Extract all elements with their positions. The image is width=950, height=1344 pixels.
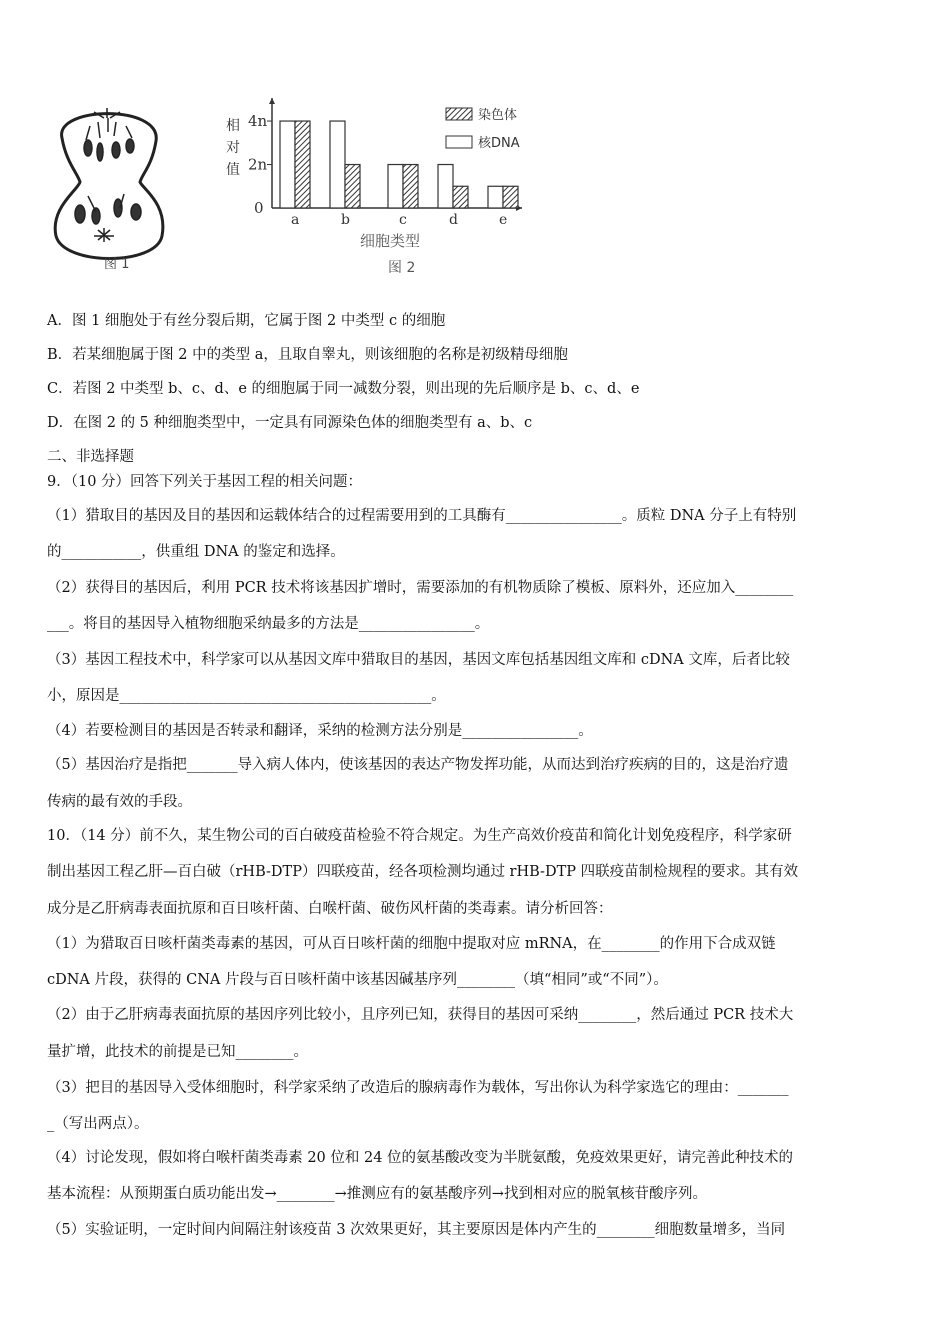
figure1-cell-diagram [44,96,174,276]
y-axis-label-char: 对 [226,140,240,156]
q9-line-7: （4）若要检测目的基因是否转录和翻译，采纳的检测方法分别是________________。 [47,723,593,739]
q9-line-4: ___。将目的基因导入植物细胞采纳最多的方法是________________。 [47,616,490,632]
q9-line-1: （1）猎取目的基因及目的基因和运载体结合的过程需要用到的工具酶有________________。质粒 DNA 分子上有特别 [47,508,797,524]
bar-dna-e [488,186,503,208]
option-c: C．若图 2 中类型 b、c、d、e 的细胞属于同一减数分裂，则出现的先后顺序是 b、c、d、e [47,381,640,397]
q10-line-12: （5）实验证明，一定时间内间隔注射该疫苗 3 次效果更好，其主要原因是体内产生的________细胞数量增多，当同 [47,1222,786,1238]
q9-line-9: 传病的最有效的手段。 [47,794,192,810]
q10-line-2: 制出基因工程乙肝—百白破（rHB-DTP）四联疫苗，经各项检测均通过 rHB-DTP 四联疫苗制检规程的要求。其有效 [47,864,799,880]
x-tick-label: e [499,212,508,228]
bar-dna-d [438,165,453,208]
x-tick-label: c [399,212,407,228]
q9-stem: 9．（10 分）回答下列关于基因工程的相关问题： [47,474,363,490]
q10-line-7: 量扩增，此技术的前提是已知________。 [47,1044,308,1060]
bar-chromosome-a [295,121,310,208]
bar-chromosome-c [403,165,418,208]
bar-dna-a [280,121,295,208]
option-d: D．在图 2 的 5 种细胞类型中，一定具有同源染色体的细胞类型有 a、b、c [47,415,533,431]
bar-dna-c [388,165,403,208]
legend-label-dna: 核DNA [478,136,520,151]
q9-line-2: 的___________，供重组 DNA 的鉴定和选择。 [47,544,345,560]
bar-chromosome-e [503,186,518,208]
q10-line-6: （2）由于乙肝病毒表面抗原的基因序列比较小，且序列已知，获得目的基因可采纳________，然后通过 PCR 技术大 [47,1007,794,1023]
option-b: B．若某细胞属于图 2 中的类型 a，且取自睾丸，则该细胞的名称是初级精母细胞 [47,347,568,363]
legend-swatch-chromosome [446,108,472,120]
section-title: 二、非选择题 [47,449,134,465]
y-axis-label-char: 相 [226,118,240,134]
q10-line-1: 10．（14 分）前不久，某生物公司的百白破疫苗检验不符合规定。为生产高效价疫苗和简化计划免疫程序，科学家研 [47,828,792,844]
q9-line-3: （2）获得目的基因后，利用 PCR 技术将该基因扩增时，需要添加的有机物质除了模板、原料外，还应加入________ [47,580,794,596]
x-axis-label: 细胞类型 [360,232,421,250]
q9-line-5: （3）基因工程技术中，科学家可以从基因文库中猎取目的基因，基因文库包括基因组文库和 cDNA 文库，后者比较 [47,652,790,668]
y-axis-arrow [269,98,275,104]
q9-line-6: 小，原因是___________________________________________。 [47,688,446,704]
bar-chromosome-d [453,186,468,208]
option-a: A．图 1 细胞处于有丝分裂后期，它属于图 2 中类型 c 的细胞 [47,313,446,329]
q10-line-10: （4）讨论发现，假如将白喉杆菌类毒素 20 位和 24 位的氨基酸改变为半胱氨酸，免疫效果更好，请完善此种技术的 [47,1150,794,1166]
figure2-caption: 图 2 [388,260,416,276]
y-axis-label-char: 值 [226,162,240,178]
legend-swatch-dna [446,136,472,148]
figure2-bar-chart [174,96,544,286]
q10-line-3: 成分是乙肝病毒表面抗原和百日咳杆菌、白喉杆菌、破伤风杆菌的类毒素。请分析回答： [47,901,613,917]
bar-chromosome-b [345,165,360,208]
q10-line-11: 基本流程：从预期蛋白质功能出发→________→推测应有的氨基酸序列→找到相对应的脱氧核苷酸序列。 [47,1186,707,1202]
y-tick-label: 2n [248,155,268,174]
bar-dna-b [330,121,345,208]
y-tick-label: 4n [248,112,268,131]
q10-line-5: cDNA 片段，获得的 CNA 片段与百日咳杆菌中该基因碱基序列________（填“相同”或“不同”）。 [47,972,668,988]
legend-label-chromosome: 染色体 [478,108,518,123]
q10-line-4: （1）为猎取百日咳杆菌类毒素的基因，可从百日咳杆菌的细胞中提取对应 mRNA，在________的作用下合成双链 [47,936,776,952]
figure-area [44,96,544,286]
x-tick-label: b [341,212,350,228]
q10-line-8: （3）把目的基因导入受体细胞时，科学家采纳了改造后的腺病毒作为载体，写出你认为科学家选它的理由：_______ [47,1080,789,1096]
y-tick-label: 0 [254,199,264,217]
x-tick-label: d [449,212,458,228]
figure1-caption: 图 1 [104,257,130,272]
q9-line-8: （5）基因治疗是指把_______导入病人体内，使该基因的表达产物发挥功能，从而达到治疗疾病的目的，这是治疗遗 [47,757,789,773]
q10-line-9: _（写出两点）。 [47,1116,149,1132]
x-tick-label: a [291,212,300,228]
